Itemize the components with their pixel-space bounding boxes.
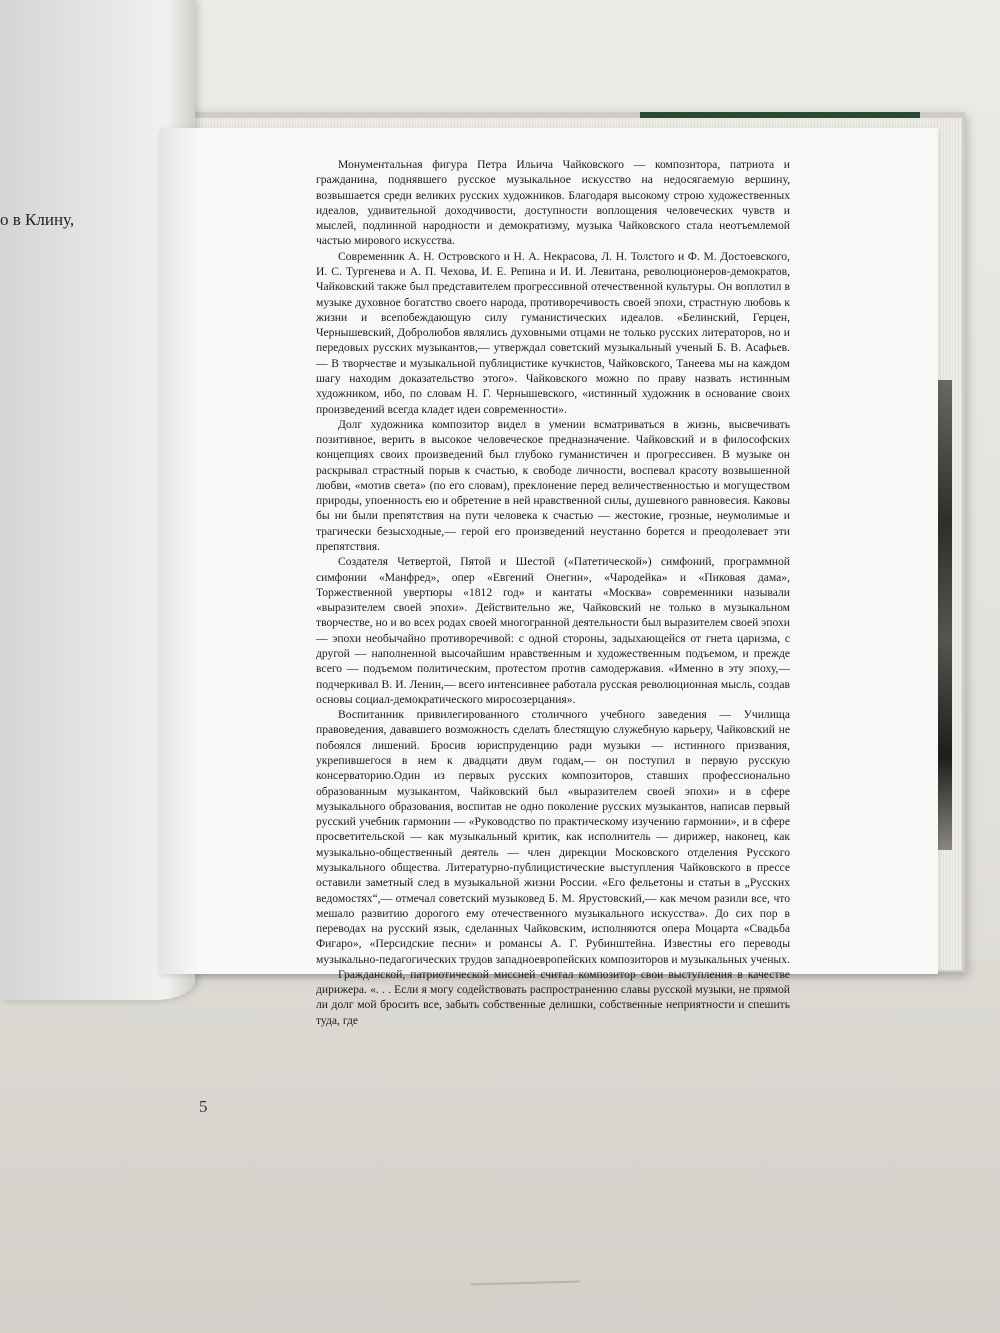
paragraph-5: Воспитанник привилегированного столичного учебного заведения — Училища правоведения, дававшего возможность сделать блестящую служебную карьеру, Чайковский не побоялся лишений. Бросив юриспруденцию ради музыки — истинного призвания, укрепившегося в нем к двадцати двум годам,— он поступил в первую русскую консерваторию.Один из первых русских композиторов, ставших профессионально образованным музыкантом, Чайковский был «выразителем своей эпохи» и в сфере музыкального образования, воспитав не одно поколение русских музыкантов, написав первый русский учебник гармонии — «Руководство по практическому изучению гармонии», и в сфере просветительской — как музыкальный критик, как исполнитель — дирижер, наконец, как музыкально-общественный деятель — член дирекции Московского отделения Русского музыкального общества. Литературно-публицистические выступления Чайковского в прессе оставили заметный след в музыкальной жизни России. «Его фельетоны и статьи в „Русских ведомостях“,— отмечал советский музыковед Б. М. Ярустовский,— как мечом разили все, что мешало развитию дорогого ему отечественного музыкального искусства». До сих пор в переводах на русский язык, сделанных Чайковским, исполняются опера Моцарта «Свадьба Фигаро», «Персидские песни» и романсы А. Г. Рубинштейна. Известны его переводы музыкально-педагогических трудов западноевропейских композиторов и музыкальных ученых.	[316, 708, 790, 966]
paragraph-2: Современник А. Н. Островского и Н. А. Некрасова, Л. Н. Толстого и Ф. М. Достоевского, И. С. Тургенева и А. П. Чехова, И. Е. Репина и И. И. Левитана, революционеров-демократов, Чайковский также был представителем прогрессивной отечественной культуры. Он воплотил в музыке духовное богатство своего народа, противоречивость своей эпохи, страстную любовь к жизни и всепобеждающую силу гуманистических идеалов. «Белинский, Герцен, Чернышевский, Добролюбов являлись духовными отцами не только русских литераторов, но и передовых русских музыкантов,— утверждал советский музыкальный ученый Б. В. Асафьев.— В творчестве и музыкальной публицистике кучкистов, Чайковского, Танеева мы на каждом шагу находим доказательство этого». Чайковского можно по праву назвать истинным художником, ибо, по словам Н. Г. Чернышевского, «истинный художник в основание своих произведений всегда кладет идеи современности».	[316, 249, 790, 416]
gutter-shadow	[160, 128, 200, 974]
paragraph-1: Монументальная фигура Петра Ильича Чайковского — композитора, патриота и гражданина, поднявшего русское музыкальное искусство на недосягаемую вершину, возвышается среди великих русских художников. Благодаря высокому строю художественных идеалов, удивительной доходчивости, доступности воплощения человеческих чувств и мыслей, подлинной народности и демократизму, музыка Чайковского стала неотъемлемой частью мирового искусства.	[316, 158, 790, 248]
body-text-column	[316, 157, 790, 1028]
paragraph-3: Долг художника композитор видел в умении всматриваться в жизнь, высвечивать позитивное, верить в высокое человеческое предназначение. Чайковский и в философских концепциях своих произведений был глубоко гуманистичен и прогрессивен. В музыке он раскрывал страстный порыв к счастью, к свободе личности, воспевал красоту возвышенной любви, «мотив света» (по его словам), преклонение перед величественностью и могуществом природы, упоенность ею и обретение в ней нравственной силы, душевного равновесия. Каковы бы ни были препятствия на пути человека к счастью — жестокие, грозные, неумолимые и трагически безысходные,— герой его произведений неустанно борется и преодолевает эти препятствия.	[316, 417, 790, 554]
paragraph-6: Гражданской, патриотической миссией считал композитор свои выступления в качестве дирижера. «. . . Если я могу содействовать распространению славы русской музыки, не прямой ли долг мой бросить все, забыть собственные делишки, собственные неприятности и спешить туда, где	[316, 967, 790, 1027]
paragraph-4: Создателя Четвертой, Пятой и Шестой («Патетической») симфоний, программной симфонии «Манфред», опер «Евгений Онегин», «Чародейка» и «Пиковая дама», Торжественной увертюры «1812 год» и кантаты «Москва» современники называли «выразителем своей эпохи». Действительно же, Чайковский не только в музыкальном творчестве, но и во всех родах своей многогранной деятельности был выразителем своей эпохи — эпохи необычайно противоречивой: с одной стороны, задыхающейся от гнета царизма, с другой — наполненной высочайшим нравственным и художественным подъемом, и прежде всего — подъемом политическим, протестом против самодержавия. «Именно в эту эпоху,— подчеркивал В. И. Ленин,— всего интенсивнее работала русская революционная мысль, создав основы социал-демократического миросозерцания».	[316, 555, 790, 706]
page-number: 5	[199, 1097, 208, 1116]
left-page-caption: о в Клину,	[0, 210, 75, 229]
